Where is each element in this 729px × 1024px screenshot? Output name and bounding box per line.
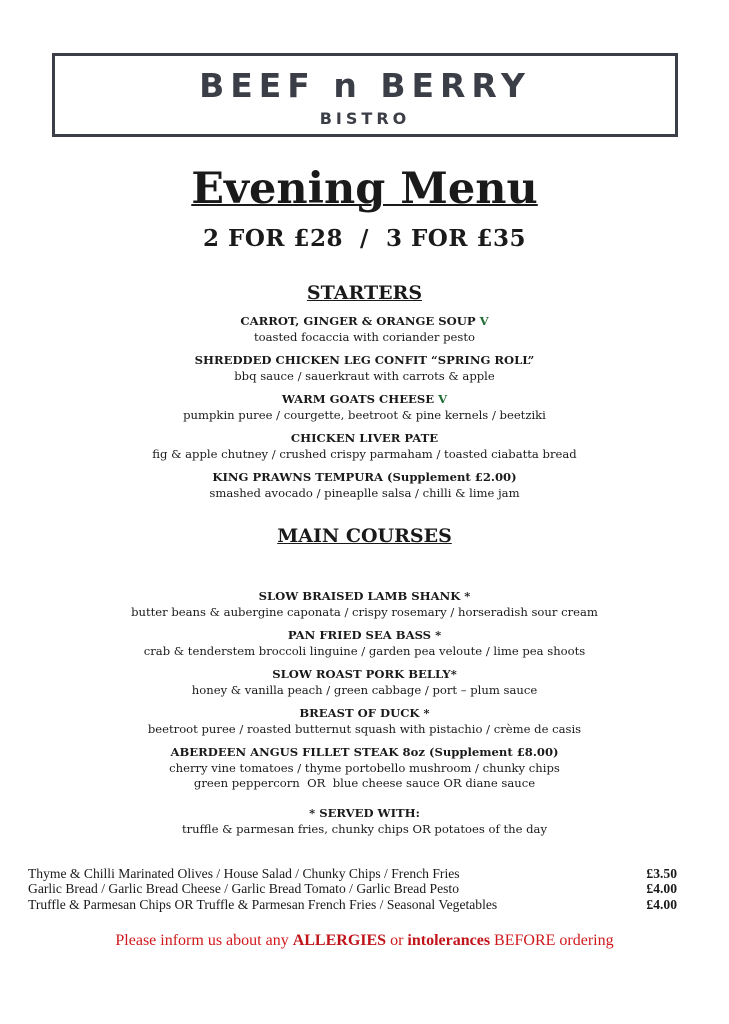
main-item [0,589,729,620]
main-item [0,667,729,698]
sides-row [28,897,677,912]
item-desc: pumpkin puree / courgette, beetroot & pine kernels / beetziki [183,407,546,422]
item-desc: honey & vanilla peach / green cabbage / port – plum sauce [191,682,538,697]
item-name [0,314,729,330]
item-name: BREAST OF DUCK * [299,706,430,720]
starter-item [0,470,729,501]
sides-price: £4.00 [646,896,677,912]
sides-items: Garlic Bread / Garlic Bread Cheese / Garlic Bread Tomato / Garlic Bread Pesto [28,881,459,897]
item-name: SLOW ROAST PORK BELLY* [272,667,457,681]
main-item [0,706,729,737]
allergy-emphasis: ALLERGIES [292,932,387,949]
mains-heading [0,525,729,547]
starter-item [0,353,729,384]
item-name-text: CARROT, GINGER & ORANGE SOUP [240,314,476,328]
sides-row [28,881,677,896]
sides-row [28,866,677,881]
starter-item [0,314,729,345]
price-offer: 2 FOR £28 / 3 FOR £35 [203,225,526,252]
item-desc: crab & tenderstem broccoli linguine / garden pea veloute / lime pea shoots [143,643,586,658]
item-name: PAN FRIED SEA BASS * [287,628,442,642]
served-with-title: * SERVED WITH: [309,806,420,820]
allergy-text: or [386,932,408,949]
main-item [0,628,729,659]
item-name: SHREDDED CHICKEN LEG CONFIT “SPRING ROLL” [194,353,535,367]
served-with-note [0,806,729,837]
vegetarian-badge: V [479,314,489,328]
starter-item [0,392,729,423]
restaurant-logo [52,53,678,137]
sides-list [28,866,677,912]
main-item [0,745,729,792]
sides-items: Thyme & Chilli Marinated Olives / House Salad / Chunky Chips / French Fries [28,866,460,881]
served-with-desc: truffle & parmesan fries, chunky chips OR potatoes of the day [181,821,548,836]
allergy-notice [0,932,729,950]
starter-item [0,431,729,462]
logo-subtitle: BISTRO [319,109,411,128]
logo-name: BEEF n BERRY [199,66,531,105]
sides-price: £4.00 [646,881,677,897]
item-desc: cherry vine tomatoes / thyme portobello mushroom / chunky chips [169,760,560,775]
sides-price: £3.50 [646,866,677,881]
item-name: SLOW BRAISED LAMB SHANK * [258,589,471,603]
mains-heading-text: MAIN COURSES [277,525,452,547]
sides-items: Truffle & Parmesan Chips OR Truffle & Parmesan French Fries / Seasonal Vegetables [28,896,498,912]
item-desc: fig & apple chutney / crushed crispy parmaham / toasted ciabatta bread [152,446,577,461]
item-desc: butter beans & aubergine caponata / crispy rosemary / horseradish sour cream [131,604,598,619]
starters-heading-text: STARTERS [306,282,423,304]
allergy-emphasis: intolerances [407,932,491,949]
vegetarian-badge: V [438,392,448,406]
menu-title [0,164,729,214]
item-name [0,392,729,408]
starters-heading [0,282,729,304]
item-desc: smashed avocado / pineaplle salsa / chilli & lime jam [209,485,520,500]
item-desc: beetroot puree / roasted butternut squash with pistachio / crème de casis [147,721,582,736]
item-desc-sauces: green peppercorn OR blue cheese sauce OR diane sauce [193,776,536,790]
allergy-text: BEFORE ordering [490,932,614,949]
menu-title-text: Evening Menu [191,164,538,214]
item-name: ABERDEEN ANGUS FILLET STEAK 8oz (Supplement £8.00) [170,745,559,759]
item-name: CHICKEN LIVER PATE [290,431,439,445]
item-name-text: WARM GOATS CHEESE [281,392,435,406]
item-desc: bbq sauce / sauerkraut with carrots & apple [234,368,495,383]
item-name: KING PRAWNS TEMPURA (Supplement £2.00) [212,470,517,484]
allergy-text: Please inform us about any [115,932,293,949]
item-desc: toasted focaccia with coriander pesto [253,329,476,344]
